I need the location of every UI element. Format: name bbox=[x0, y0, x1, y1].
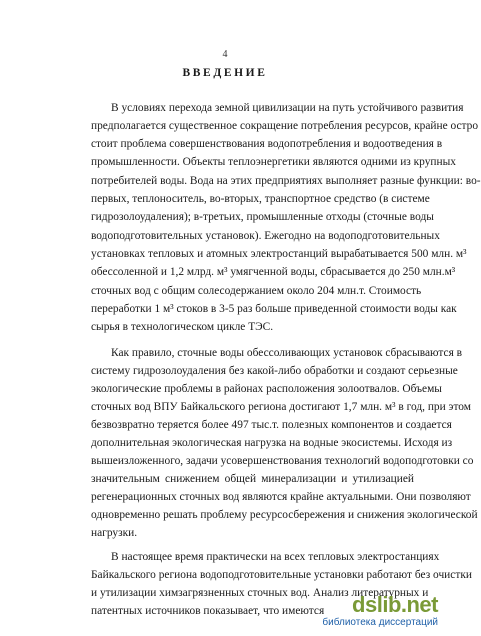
text-line: сырья в технологическом цикле ТЭС. bbox=[91, 321, 274, 333]
text-line: дополнительная экологическая нагрузка на водные экосистемы. Исходя из bbox=[91, 437, 453, 449]
text-line: значительным снижением общей минерализации и утилизацией bbox=[91, 473, 414, 485]
watermark-subtitle: библиотека диссертаций bbox=[322, 617, 438, 628]
text-line: экологические проблемы в районах расположения золоотвалов. Объемы bbox=[91, 383, 442, 395]
watermark-brand: dslib.net bbox=[352, 592, 438, 617]
text-line: сточных вод с общим солесодержанием около 204 млн.т. Стоимость bbox=[91, 285, 422, 297]
text-line: В условиях перехода земной цивилизации на путь устойчивого развития bbox=[111, 102, 464, 114]
text-line: промышленности. Объекты теплоэнергетики являются одними из крупных bbox=[91, 156, 456, 168]
text-line: патентных источников показывает, что имеются bbox=[91, 605, 325, 617]
text-line: одновременно решать проблему ресурсосбережения и снижения экологической bbox=[91, 509, 478, 521]
text-line: предполагается существенное сокращение потребления ресурсов, крайне остро bbox=[91, 120, 479, 132]
text-line: обессоленной и 1,2 млрд. м³ умягченной воды, сбрасывается до 250 млн.м³ bbox=[91, 266, 456, 278]
page-title: ВВЕДЕНИЕ bbox=[182, 67, 268, 79]
text-line: гидрозолоудаления); в-третьих, промышленные отходы (сточные воды bbox=[91, 211, 434, 223]
text-line: и утилизации химзагрязненных сточных вод. Анализ литературных и bbox=[91, 587, 429, 599]
text-line: переработки 1 м³ стоков в 3-5 раз больше приведенной стоимости воды как bbox=[91, 303, 457, 315]
text-line: стоит проблема совершенствования водопотребления и водоотведения в bbox=[91, 138, 443, 150]
text-line: Байкальского региона водоподготовительные установки работают без очистки bbox=[91, 569, 472, 581]
text-line: вышеизложенного, задачи усовершенствования технологий водоподготовки со bbox=[91, 455, 474, 467]
text-line: установках тепловых и атомных электростанций вырабатывается 500 млн. м³ bbox=[91, 248, 467, 260]
text-line: систему гидрозолоудаления без какой-либо обработки и создают серьезные bbox=[91, 365, 458, 377]
text-line: нагрузки. bbox=[91, 527, 138, 539]
text-line: регенерационных сточных вод являются крайне актуальными. Они позволяют bbox=[91, 491, 471, 503]
text-line: потребителей воды. Вода на этих предприятиях выполняет разные функции: во- bbox=[91, 175, 481, 187]
text-line: безвозвратно теряется более 497 тыс.т. полезных компонентов и создается bbox=[91, 419, 452, 431]
page-number: 4 bbox=[222, 49, 228, 60]
text-line: водоподготовительных установок). Ежегодно на водоподготовительных bbox=[91, 230, 440, 242]
text-line: Как правило, сточные воды обессоливающих установок сбрасываются в bbox=[111, 347, 463, 359]
site-watermark bbox=[308, 594, 438, 630]
text-line: В настоящее время практически на всех тепловых электростанциях bbox=[111, 551, 440, 563]
text-line: первых, теплоноситель, во-вторых, транспортное средство (в системе bbox=[91, 193, 430, 205]
text-line: сточных вод ВПУ Байкальского региона достигают 1,7 млн. м³ в год, при этом bbox=[91, 401, 471, 413]
